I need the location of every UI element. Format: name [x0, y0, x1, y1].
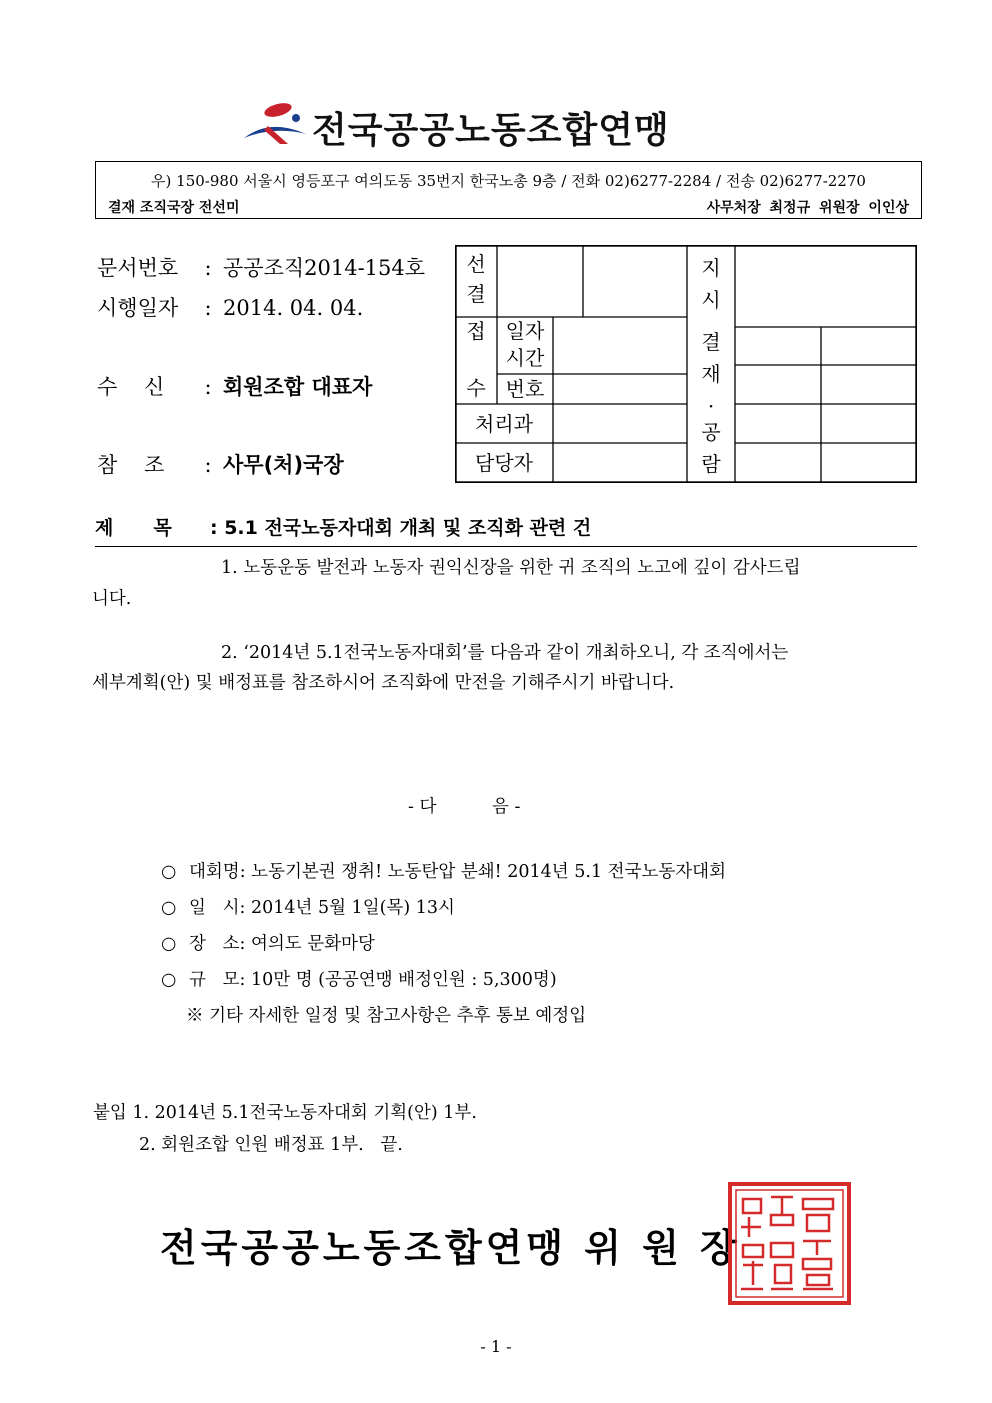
bullet-circle-icon: ○: [161, 898, 177, 918]
reference-value: 사무(처)국장: [223, 453, 344, 477]
approval-left: 결재 조직국장 전선미: [108, 200, 240, 216]
item-text: 규 모: 10만 명 (공공연맹 배정인원 : 5,300명): [189, 970, 557, 990]
note-text: ※ 기타 자세한 일정 및 참고사항은 추후 통보 예정입: [186, 1006, 587, 1026]
org-logo: [240, 100, 730, 150]
item-text: 대회명: 노동기본권 쟁취! 노동탄압 분쇄! 2014년 5.1 전국노동자대회: [189, 862, 726, 882]
recipient-label: 수 신: [97, 375, 165, 399]
attachment-2: 2. 회원조합 인원 배정표 1부. 끝.: [139, 1135, 403, 1155]
grid-si: 시: [701, 288, 721, 312]
subject-text: : 5.1 전국노동자대회 개최 및 조직화 관련 건: [210, 517, 592, 539]
grid-sigan: 시간: [505, 346, 545, 370]
reference-row: 참 조 : 사무(처)국장: [97, 449, 344, 479]
org-name: 전국공공노동조합연맹: [312, 110, 670, 151]
list-item: [161, 930, 375, 955]
grid-cheorigwa: 처리과: [475, 412, 533, 436]
page-number: - 1 -: [480, 1337, 512, 1356]
grid-gyeol2: 결: [701, 330, 721, 354]
grid-seon: 선: [466, 252, 486, 276]
recipient-value: 회원조합 대표자: [223, 375, 373, 399]
reference-label: 참 조: [97, 453, 165, 477]
grid-jae: 재: [701, 362, 721, 386]
list-item: [161, 966, 557, 991]
subject-label: 제목: [95, 517, 212, 539]
paragraph-1-line-1: 1. 노동운동 발전과 노동자 권익신장을 위한 귀 조직의 노고에 깊이 감사드립: [221, 558, 801, 578]
list-item: [161, 894, 455, 919]
approval-right: 사무처장 최정규 위원장 이인상: [706, 200, 909, 216]
item-text: 일 시: 2014년 5월 1일(목) 13시: [189, 898, 455, 918]
org-emblem-icon: [240, 100, 310, 146]
grid-dot: ·: [707, 394, 715, 418]
address-line: 우) 150-980 서울시 영등포구 여의도동 35번지 한국노총 9층 / 전화 02)6277-2284 / 전송 02)6277-2270: [151, 172, 866, 190]
grid-su: 수: [466, 376, 486, 400]
date-row: 시행일자 : 2014. 04. 04.: [97, 292, 363, 322]
doc-number-row: 문서번호 : 공공조직2014-154호: [97, 252, 425, 282]
grid-gong: 공: [701, 420, 721, 444]
approval-grid: [455, 245, 917, 483]
doc-number-label: 문서번호: [97, 256, 179, 280]
bullet-circle-icon: ○: [161, 970, 177, 990]
grid-beonho: 번호: [505, 377, 545, 401]
signature-line: 전국공공노동조합연맹 위 원 장: [160, 1226, 741, 1270]
paragraph-2-line-2: 세부계획(안) 및 배정표를 참조하시어 조직화에 만전을 기해주시기 바랍니다.: [92, 673, 675, 693]
list-item: [161, 858, 726, 883]
address-box: [95, 161, 922, 219]
paragraph-2-line-1: 2. ‘2014년 5.1전국노동자대회’를 다음과 같이 개최하오니, 각 조직에서는: [221, 643, 789, 663]
item-text: 장 소: 여의도 문화마당: [189, 934, 375, 954]
date-value: 2014. 04. 04.: [223, 296, 364, 320]
official-seal-icon: [727, 1181, 852, 1306]
grid-ji: 지: [701, 256, 721, 280]
following-heading: - 다 음 -: [408, 797, 521, 817]
bullet-circle-icon: ○: [161, 934, 177, 954]
grid-jeop: 접: [466, 319, 486, 343]
recipient-row: 수 신 : 회원조합 대표자: [97, 371, 372, 401]
grid-ilja: 일자: [505, 319, 545, 343]
grid-damdangja: 담당자: [475, 451, 533, 475]
bullet-circle-icon: ○: [161, 862, 177, 882]
paragraph-1-line-2: 니다.: [92, 589, 132, 609]
date-label: 시행일자: [97, 296, 179, 320]
grid-ram: 람: [701, 452, 721, 476]
grid-gyeol: 결: [466, 282, 486, 306]
attachment-1: 붙입 1. 2014년 5.1전국노동자대회 기획(안) 1부.: [93, 1103, 477, 1123]
doc-number: 공공조직2014-154호: [223, 256, 426, 280]
subject-row: [95, 513, 917, 547]
